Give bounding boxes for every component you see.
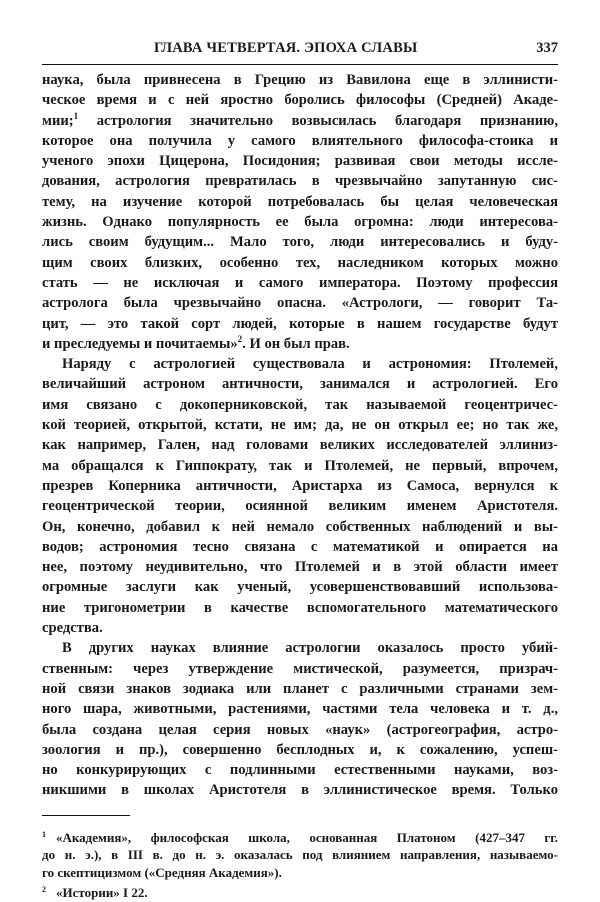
footnote-line <box>42 826 558 847</box>
text-line: презрев Коперника античности, Аристарха из Самоса, вернулся к <box>42 477 558 494</box>
text-line <box>42 334 558 354</box>
running-head <box>42 40 558 62</box>
text-fragment: «Истории» I 22. <box>56 885 148 901</box>
page-number: 337 <box>536 40 558 56</box>
footnotes <box>42 826 558 902</box>
footnote-line: до н. э.), в III в. до н. э. оказалась под влиянием направления, называемо- <box>42 847 558 863</box>
text-line: наука, была привнесена в Грецию из Вавилона еще в эллинисти- <box>42 72 558 88</box>
text-fragment: астрология значительно возвысилась благодаря признанию, <box>78 112 558 129</box>
paragraph-1 <box>42 70 558 354</box>
text-line: геоцентрической теории, осиянной великим именем Аристотеля. <box>42 498 558 515</box>
text-line: жизнь. Однако популярность ее была огромна: люди интересова- <box>42 214 558 231</box>
text-line: стать — не исключая и самого императора. Поэтому профессия <box>42 274 558 291</box>
text-line: кой теорией, открытой, кстати, не им; да, не он открыл ее; но так же, <box>42 417 558 434</box>
text-fragment: «Академия», философская школа, основанная Платоном (427–347 гг. <box>56 829 558 845</box>
text-line: но конкурирующих с подлинными естественными науками, воз- <box>42 762 558 779</box>
paragraph-3 <box>42 638 558 800</box>
text-line: имя связано с докоперниковской, так называемой геоцентричес- <box>42 396 558 413</box>
paragraph-2 <box>42 354 558 638</box>
footnote-ref[interactable]: 2 <box>237 333 243 344</box>
text-line: как например, Гален, над головами великих исследователей эллиниз- <box>42 437 558 454</box>
text-line: В других науках влияние астрологии оказалось просто убий- <box>62 640 558 657</box>
text-line: цит, — это такой сорт людей, которые в нашем государстве будут <box>42 315 558 332</box>
text-line: щим своих близких, особенно тех, наследником которых можно <box>42 254 558 271</box>
header-rule <box>42 64 558 65</box>
footnote-1 <box>42 826 558 882</box>
text-line: была создана целая серия новых «наук» (астрогеография, астро- <box>42 721 558 738</box>
text-line: ма обращался к Гиппократу, так и Птолемей, не первый, впрочем, <box>42 457 558 474</box>
text-line: средства. <box>42 620 103 637</box>
text-line: дования, астрология превратилась в чрезвычайно запутанную сис- <box>42 173 558 190</box>
footnote-2 <box>42 881 558 902</box>
footnote-line: го скептицизмом («Средняя Академия»). <box>42 864 282 880</box>
text-line: тему, на изучение которой потребовалась бы целая человеческая <box>42 193 558 210</box>
text-line: Он, конечно, добавил к ней немало собственных наблюдений и вы- <box>42 518 558 535</box>
text-line: ческое время и с ней яростно боролись философы (Средней) Акаде- <box>42 92 558 109</box>
text-line: ной связи знаков зодиака или планет с различными странами зем- <box>42 680 558 697</box>
text-line: астролога была чрезвычайно опасна. «Астрологи, — говорит Та- <box>42 295 558 312</box>
text-line: водов; астрономия тесно связана с математикой и опирается на <box>42 538 558 555</box>
footnote-ref[interactable]: 1 <box>73 110 79 121</box>
text-line: нее, поэтому неудивительно, что Птолемей и в этой области имеет <box>42 559 558 576</box>
text-line: ственным: через утверждение мистической, разумеется, призрач- <box>42 660 558 677</box>
footnote-rule <box>42 815 130 816</box>
text-line: величайший астроном античности, занимался и астрологией. Его <box>42 376 558 393</box>
text-fragment: и преследуемы и почитаемы» <box>42 335 238 352</box>
text-line: зоология и пр.), совершенно бесплодных и, к сожалению, успеш- <box>42 741 558 758</box>
chapter-title: ГЛАВА ЧЕТВЕРТАЯ. ЭПОХА СЛАВЫ <box>154 40 418 56</box>
text-line: ние тригонометрии в качестве вспомогательного математического <box>42 599 558 616</box>
text-line: огромные заслуги как ученый, усовершенствовавший использова- <box>42 579 558 596</box>
text-line: лись своим будущим... Мало того, люди интересовались и буду- <box>42 234 558 251</box>
text-fragment: . И он был прав. <box>242 335 350 352</box>
footnote-line <box>42 881 558 902</box>
text-line: ученого эпохи Цицерона, Посидония; развивая свои методы иссле- <box>42 153 558 170</box>
text-line: никшими в школах Аристотеля в эллинистическое время. Только <box>42 782 558 799</box>
text-line <box>42 111 558 131</box>
book-page <box>42 40 558 902</box>
footnote-mark: 2 <box>42 885 46 895</box>
text-line: которое она получила у самого влиятельного философа-стоика и <box>42 132 558 149</box>
body-text <box>42 70 558 801</box>
text-line: Наряду с астрологией существовала и астрономия: Птолемей, <box>62 356 558 373</box>
text-line: ного шара, животными, растениями, частями тела человека и т. д., <box>42 701 558 718</box>
text-fragment: мии; <box>42 112 74 129</box>
footnote-mark: 1 <box>42 829 46 839</box>
